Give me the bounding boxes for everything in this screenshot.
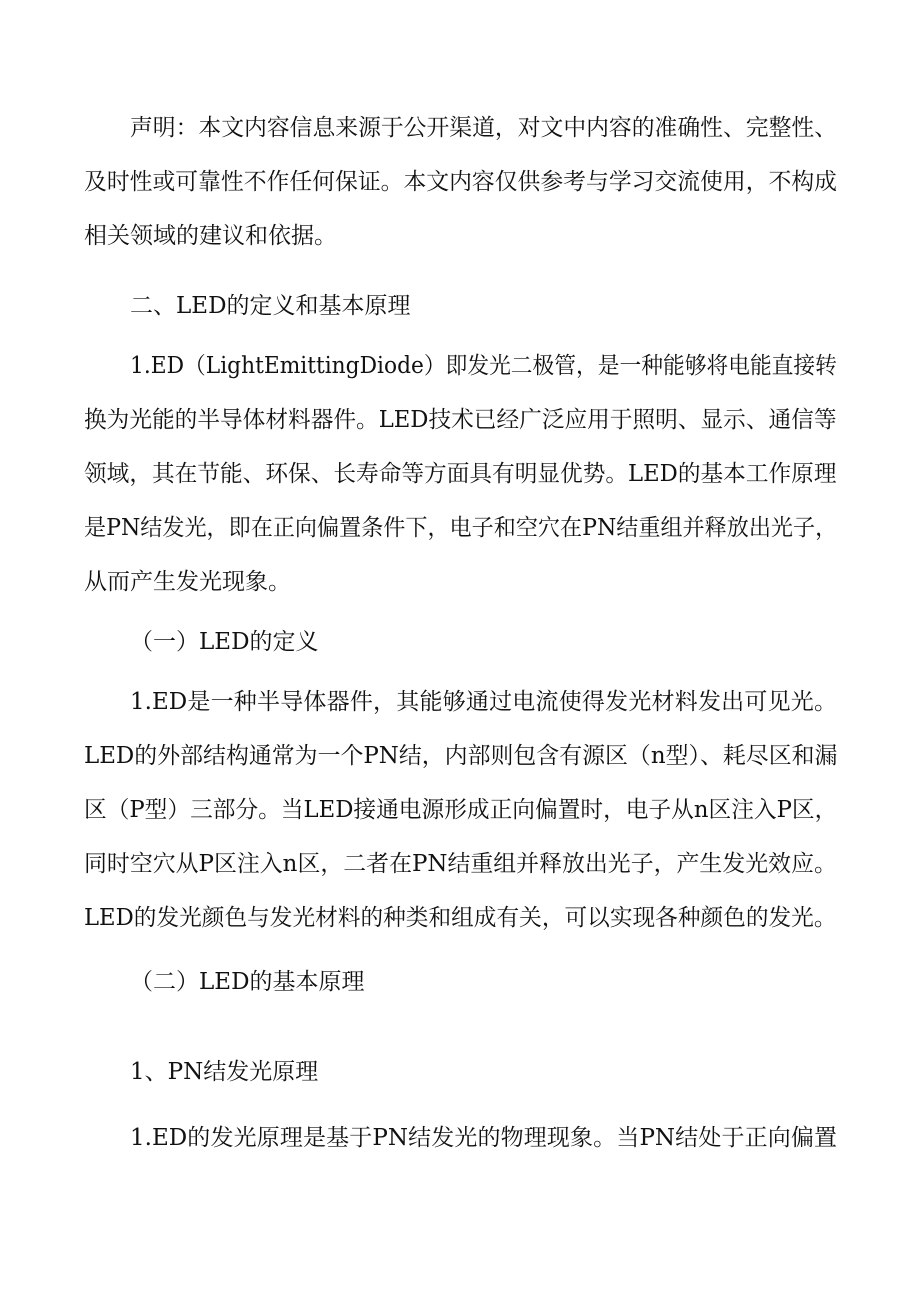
disclaimer-text-1: 声明：本文内容信息来源于公开渠道，对文中内容的准确性、完整性、 — [130, 115, 837, 141]
intro-line-2 — [0, 400, 920, 440]
definition-line-4 — [0, 844, 920, 884]
disclaimer-text-2: 及时性或可靠性不作任何保证。本文内容仅供参考与学习交流使用，不构成 — [84, 169, 837, 195]
disclaimer-text-3: 相关领域的建议和依据。 — [84, 223, 337, 249]
disclaimer-line-2 — [0, 162, 920, 202]
intro-line-3 — [0, 454, 920, 494]
sub-sub-heading-1 — [0, 1052, 920, 1092]
sub-heading-2-text: （二）LED的基本原理 — [130, 969, 365, 995]
sub-heading-1 — [0, 622, 920, 662]
section-heading-2 — [0, 286, 920, 326]
disclaimer-line-1 — [0, 108, 920, 148]
principle-text-1: 1.ED的发光原理是基于PN结发光的物理现象。当PN结处于正向偏置 — [130, 1125, 837, 1151]
definition-line-2 — [0, 736, 920, 776]
intro-line-1 — [0, 346, 920, 386]
sub-sub-heading-1-text: 1、PN结发光原理 — [130, 1059, 319, 1085]
sub-heading-1-text: （一）LED的定义 — [130, 629, 319, 655]
definition-text-3: 区（P型）三部分。当LED接通电源形成正向偏置时，电子从n区注入P区， — [84, 797, 838, 823]
definition-text-5: LED的发光颜色与发光材料的种类和组成有关，可以实现各种颜色的发光。 — [84, 905, 837, 931]
intro-line-4 — [0, 508, 920, 548]
definition-text-2: LED的外部结构通常为一个PN结，内部则包含有源区（n型）、耗尽区和漏 — [84, 743, 838, 769]
definition-line-1 — [0, 682, 920, 722]
intro-text-4: 是PN结发光，即在正向偏置条件下，电子和空穴在PN结重组并释放出光子， — [84, 515, 838, 541]
intro-text-1: 1.ED（LightEmittingDiode）即发光二极管，是一种能够将电能直接转 — [130, 353, 837, 379]
sub-heading-2 — [0, 962, 920, 1002]
intro-line-5 — [0, 562, 920, 602]
definition-line-5 — [0, 898, 920, 938]
section-heading-2-text: 二、LED的定义和基本原理 — [130, 293, 411, 319]
definition-text-4: 同时空穴从P区注入n区，二者在PN结重组并释放出光子，产生发光效应。 — [84, 851, 837, 877]
principle-line-1 — [0, 1118, 920, 1158]
intro-text-5: 从而产生发光现象。 — [84, 569, 291, 595]
disclaimer-line-3 — [0, 216, 920, 256]
definition-text-1: 1.ED是一种半导体器件，其能够通过电流使得发光材料发出可见光。 — [130, 689, 837, 715]
intro-text-3: 领域，其在节能、环保、长寿命等方面具有明显优势。LED的基本工作原理 — [84, 461, 837, 487]
intro-text-2: 换为光能的半导体材料器件。LED技术已经广泛应用于照明、显示、通信等 — [84, 407, 837, 433]
definition-line-3 — [0, 790, 920, 830]
